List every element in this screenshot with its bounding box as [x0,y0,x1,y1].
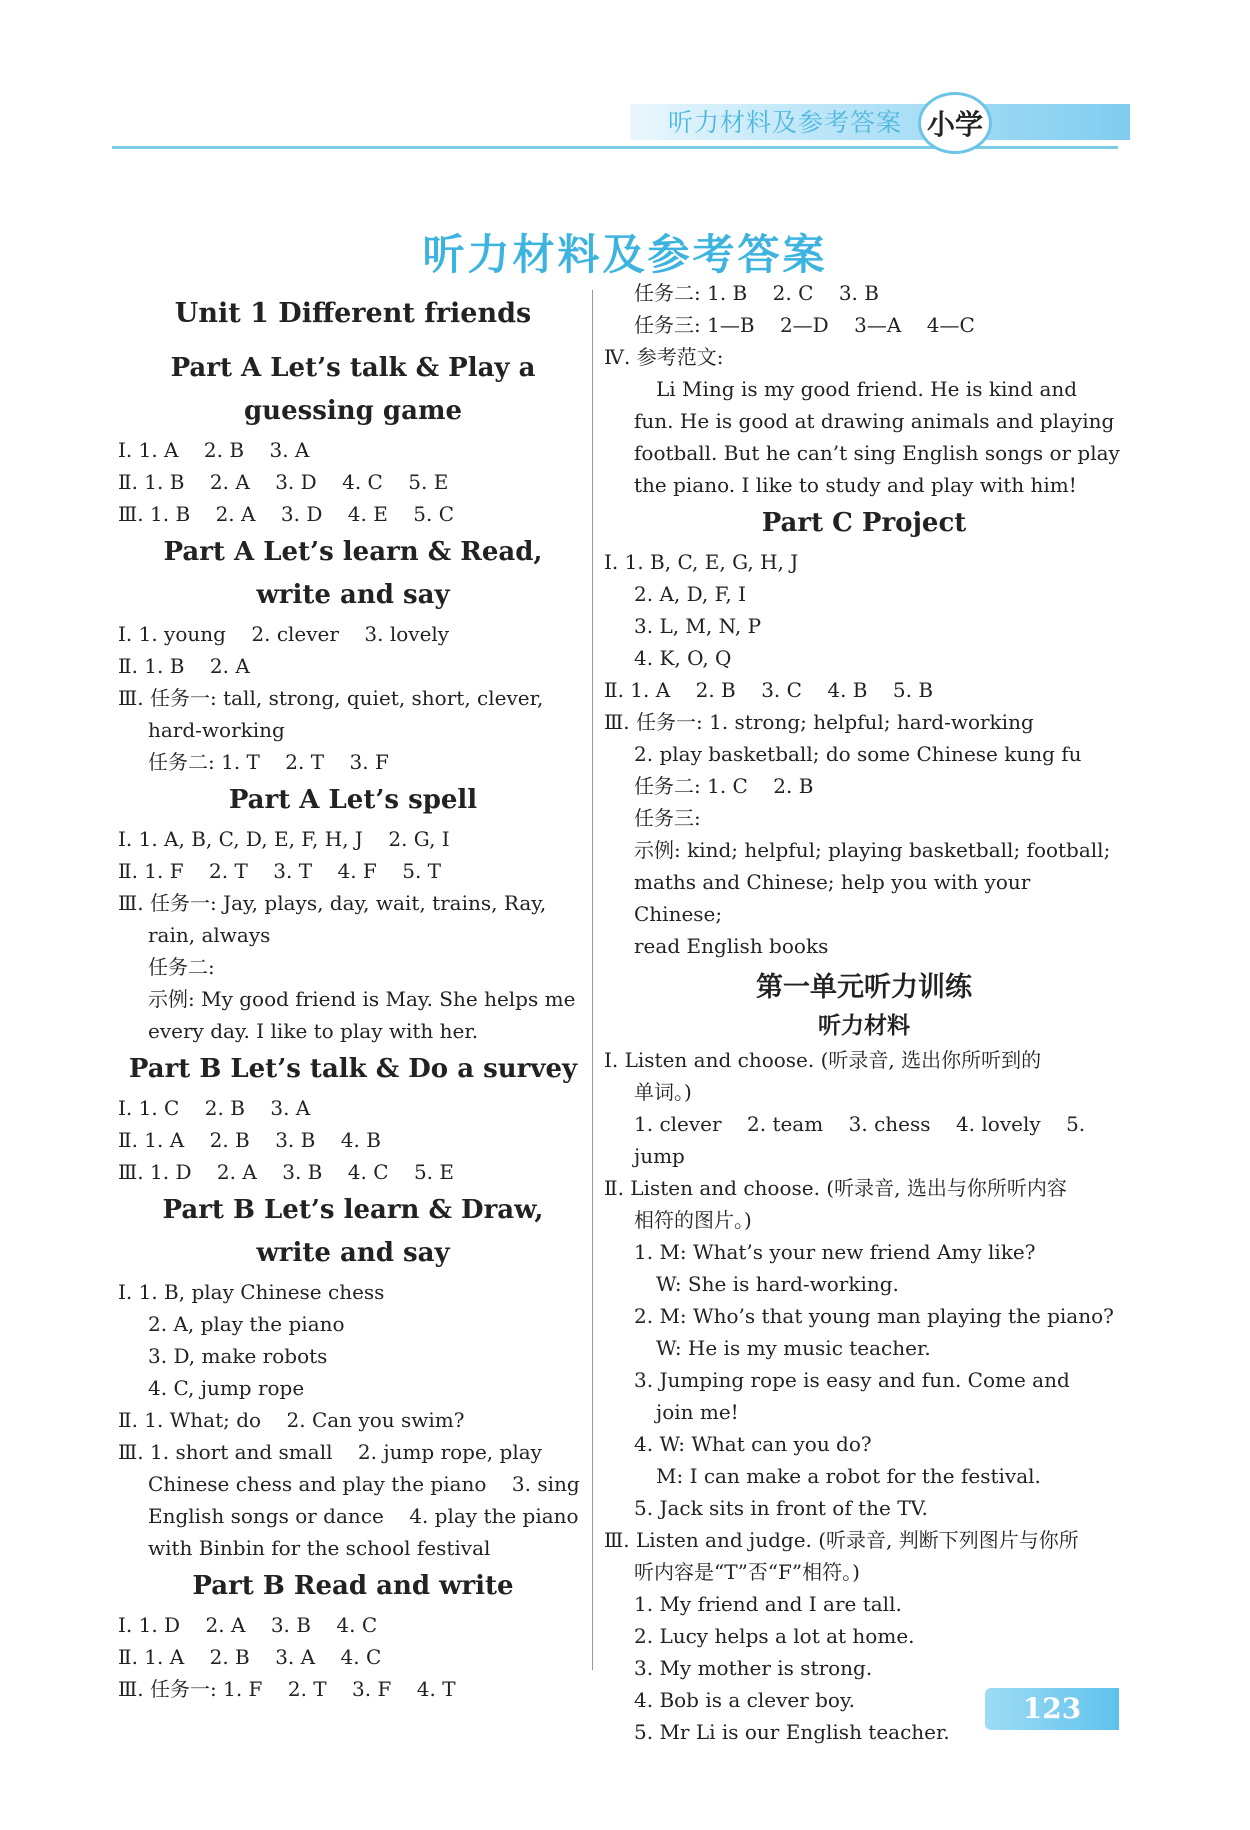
answer-line: Ⅲ. 任务一: 1. F 2. T 3. F 4. T [118,1677,456,1701]
answer-line: Li Ming is my good friend. He is kind and [656,377,1078,401]
answer-line: English songs or dance 4. play the piano [148,1504,579,1528]
part-heading: Part A Let’s talk & Play a [170,353,536,383]
answer-line: 2. Lucy helps a lot at home. [634,1624,915,1648]
answer-line: Ⅱ. 1. A 2. B 3. C 4. B 5. B [604,678,934,702]
answer-line: read English books [634,934,829,958]
answer-line: Ⅱ. 1. A 2. B 3. A 4. C [118,1645,382,1669]
answer-line: Ⅲ. 任务一: tall, strong, quiet, short, clever, [118,686,544,710]
part-heading: Part B Read and write [192,1571,514,1601]
answer-line: 相符的图片。) [634,1208,752,1232]
answer-line: Ⅲ. Listen and judge. (听录音, 判断下列图片与你所 [604,1528,1079,1552]
answer-line: 任务二: 1. B 2. C 3. B [634,281,879,305]
answer-line: 2. A, D, F, I [634,582,747,606]
answer-line: Ⅰ. 1. A, B, C, D, E, F, H, J 2. G, I [118,827,450,851]
answer-line: the piano. I like to study and play with him! [634,473,1077,497]
answer-line: hard-working [148,718,285,742]
answer-line: fun. He is good at drawing animals and playing [634,409,1115,433]
answer-line: 单词。) [634,1080,692,1104]
answer-line: Ⅲ. 1. B 2. A 3. D 4. E 5. C [118,502,454,526]
part-heading: write and say [256,1238,450,1268]
answer-line: 3. D, make robots [148,1344,328,1368]
answer-line: 4. K, O, Q [634,646,732,670]
answer-line: 2. play basketball; do some Chinese kung fu [634,742,1082,766]
page-number: 123 [985,1688,1119,1730]
answer-line: Ⅱ. Listen and choose. (听录音, 选出与你所听内容 [604,1176,1067,1200]
answer-line: 3. Jumping rope is easy and fun. Come and [634,1368,1070,1392]
answer-line: Ⅰ. 1. A 2. B 3. A [118,438,310,462]
answer-line: Ⅳ. 参考范文: [604,345,724,369]
answer-line: 2. M: Who’s that young man playing the piano? [634,1304,1114,1328]
running-title: 听力材料及参考答案 [668,108,903,137]
answer-line: Ⅲ. 任务一: 1. strong; helpful; hard-working [604,710,1034,734]
unit-heading: Unit 1 Different friends [174,298,532,329]
answer-line: Ⅰ. Listen and choose. (听录音, 选出你所听到的 [604,1048,1042,1072]
answer-line: 1. My friend and I are tall. [634,1592,902,1616]
answer-line: with Binbin for the school festival [148,1536,491,1560]
left-column [118,288,588,1705]
answer-line: 任务二: [148,955,215,979]
right-column [604,277,1124,1748]
answer-line: Ⅰ. 1. B, play Chinese chess [118,1280,385,1304]
section-heading: 第一单元听力训练 [756,972,972,1003]
answer-line: 3. L, M, N, P [634,614,762,638]
answer-line: 1. clever 2. team 3. chess 4. lovely 5. jump [634,1112,1092,1168]
answer-line: 任务二: 1. C 2. B [634,774,814,798]
answer-line: 4. Bob is a clever boy. [634,1688,855,1712]
answer-line: Ⅱ. 1. B 2. A 3. D 4. C 5. E [118,470,449,494]
answer-line: Chinese chess and play the piano 3. sing [148,1472,580,1496]
answer-line: maths and Chinese; help you with your Chinese; [634,870,1037,926]
answer-line: 示例: kind; helpful; playing basketball; football; [634,838,1111,862]
part-heading: Part A Let’s learn & Read, [163,537,543,567]
part-heading: Part A Let’s spell [228,785,478,815]
grade-badge: 小学 [918,92,992,154]
answer-line: rain, always [148,923,271,947]
column-divider [592,290,593,1670]
answer-line: 3. My mother is strong. [634,1656,873,1680]
answer-line: M: I can make a robot for the festival. [656,1464,1041,1488]
answer-line: 任务三: 1—B 2—D 3—A 4—C [634,313,975,337]
answer-line: 2. A, play the piano [148,1312,345,1336]
answer-line: join me! [656,1400,739,1424]
answer-line: Ⅲ. 任务一: Jay, plays, day, wait, trains, Ray, [118,891,547,915]
answer-line: 4. C, jump rope [148,1376,305,1400]
answer-line: W: She is hard-working. [656,1272,899,1296]
answer-line: Ⅰ. 1. B, C, E, G, H, J [604,550,799,574]
answer-line: 示例: My good friend is May. She helps me [148,987,576,1011]
part-heading: guessing game [244,396,462,426]
part-heading: write and say [256,580,450,610]
answer-line: Ⅱ. 1. A 2. B 3. B 4. B [118,1128,381,1152]
answer-line: W: He is my music teacher. [656,1336,931,1360]
answer-line: Ⅰ. 1. D 2. A 3. B 4. C [118,1613,378,1637]
part-heading: Part B Let’s talk & Do a survey [128,1054,578,1084]
answer-line: 听内容是“T”否“F”相符。) [634,1560,860,1584]
part-heading: Part C Project [761,508,967,538]
answer-line: 5. Jack sits in front of the TV. [634,1496,928,1520]
answer-line: Ⅰ. 1. young 2. clever 3. lovely [118,622,450,646]
answer-line: 1. M: What’s your new friend Amy like? [634,1240,1036,1264]
answer-line: 4. W: What can you do? [634,1432,872,1456]
answer-line: Ⅰ. 1. C 2. B 3. A [118,1096,311,1120]
page-title: 听力材料及参考答案 [422,230,828,279]
answer-line: football. But he can’t sing English songs or play [634,441,1120,465]
answer-line: Ⅱ. 1. F 2. T 3. T 4. F 5. T [118,859,441,883]
answer-line: 5. Mr Li is our English teacher. [634,1720,950,1744]
part-heading: Part B Let’s learn & Draw, [162,1195,544,1225]
answer-line: Ⅲ. 1. D 2. A 3. B 4. C 5. E [118,1160,454,1184]
answer-line: Ⅱ. 1. What; do 2. Can you swim? [118,1408,465,1432]
answer-line: Ⅱ. 1. B 2. A [118,654,250,678]
answer-line: 任务二: 1. T 2. T 3. F [148,750,389,774]
answer-line: every day. I like to play with her. [148,1019,479,1043]
answer-line: 任务三: [634,806,701,830]
subsection-heading: 听力材料 [818,1013,910,1039]
answer-line: Ⅲ. 1. short and small 2. jump rope, play [118,1440,542,1464]
